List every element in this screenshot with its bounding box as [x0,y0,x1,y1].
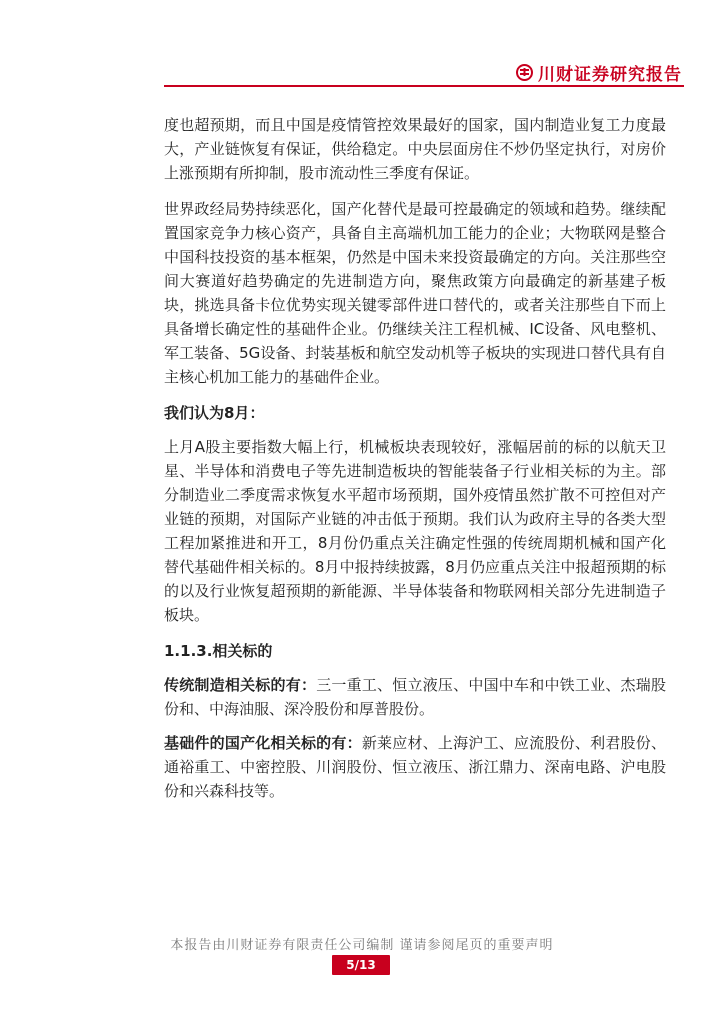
traditional-targets-list: 三一重工、恒立液压、中国中车和中铁工业、杰瑞股份和、中海油服、深冷股份和厚普股份。 [164,676,666,718]
footer-disclaimer: 本报告由川财证券有限责任公司编制 谨请参阅尾页的重要声明 [170,938,554,953]
traditional-manufacturing-targets [164,673,666,721]
report-body [164,113,666,815]
august-view-heading: 我们认为8月： [164,404,265,422]
basic-components-targets [164,731,666,803]
page-header [0,0,724,92]
page-number-badge: 5/13 [332,955,390,975]
paragraph-august-outlook: 上月A股主要指数大幅上行，机械板块表现较好，涨幅居前的标的以航天卫星、半导体和消费电子等先进制造板块的智能装备子行业相关标的为主。部分制造业二季度需求恢复水平超市场预期，国外疫情虽然扩散不可控但对产业链的预期，对国际产业链的冲击低于预期。我们认为政府主导的各类大型工程加紧推进和开工，8月份仍重点关注确定性强的传统周期机械和国产化替代基础件相关标的。8月中报持续披露，8月仍应重点关注中报超预期的标的以及行业恢复超预期的新能源、半导体装备和物联网相关部分先进制造子板块。 [164,438,666,624]
basic-components-list: 新莱应材、上海沪工、应流股份、利君股份、通裕重工、中密控股、川润股份、恒立液压、浙江鼎力、深南电路、沪电股份和兴森科技等。 [164,734,666,800]
brand-title: 川财证券研究报告 [538,65,682,85]
traditional-targets-label: 传统制造相关标的有： [164,676,317,694]
basic-components-label: 基础件的国产化相关标的有： [164,734,362,752]
chuancai-logo-icon [516,64,533,81]
paragraph-localization-trend: 世界政经局势持续恶化，国产化替代是最可控最确定的领域和趋势。继续配置国家竞争力核心资产，具备自主高端机加工能力的企业；大物联网是整合中国科技投资的基本框架，仍然是中国未来投资最确定的方向。关注那些空间大赛道好趋势确定的先进制造方向，聚焦政策方向最确定的新基建子板块，挑选具备卡位优势实现关键零部件进口替代的，或者关注那些自下而上具备增长确定性的基础件企业。仍继续关注工程机械、IC设备、风电整机、军工装备、5G设备、封装基板和航空发动机等子板块的实现进口替代具有自主核心机加工能力的基础件企业。 [164,200,666,386]
section-title-related-targets: 1.1.3.相关标的 [164,642,273,660]
brand [516,60,682,85]
header-divider [164,85,684,87]
paragraph-demand-recovery: 度也超预期，而且中国是疫情管控效果最好的国家，国内制造业复工力度最大，产业链恢复有保证，供给稳定。中央层面房住不炒仍坚定执行，对房价上涨预期有所抑制，股市流动性三季度有保证。 [164,116,666,182]
